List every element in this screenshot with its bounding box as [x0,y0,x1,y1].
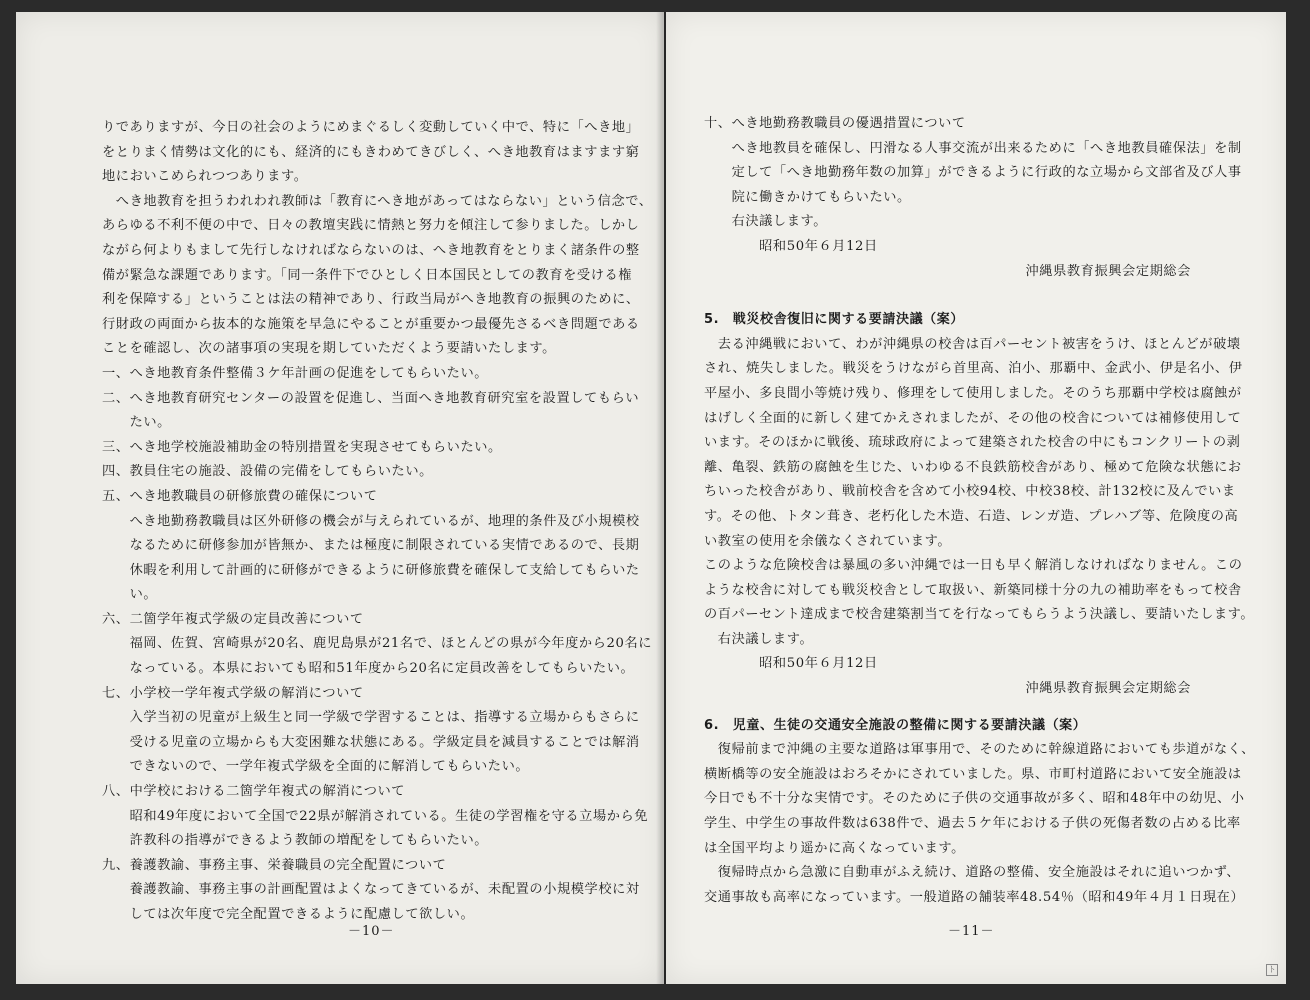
page-number-left: －10－ [348,924,395,939]
text-line: 九、養護教諭、事務主事、栄養職員の完全配置について [102,857,447,873]
corner-mark: ト [1268,965,1276,974]
section-6-body [704,738,1255,910]
text-line: 右決議します。 [704,214,828,230]
text-line: 八、中学校における二箇学年複式の解消について [102,784,406,800]
text-line: 昭和50年６月12日 [704,238,878,254]
section-10 [704,112,1255,260]
left-page [16,12,664,984]
text-line: なるために研修参加が皆無か、または極度に制限されている実情であるので、長期 [102,538,640,554]
text-line: 地においこめられつつあります。 [102,169,308,185]
text-line: 学生、中学生の事故件数は638件で、過去５ケ年における子供の死傷者数の占める比率 [704,816,1241,832]
text-line: 平屋小、多良間小等焼け残り、修理をして使用しました。そのうち那覇中学校は腐蝕が [704,385,1242,401]
text-line: 今日でも不十分な実情です。そのために子供の交通事故が多く、昭和48年中の幼児、小 [704,791,1245,807]
text-line: 許教科の指導ができるよう教師の増配をしてもらいたい。 [102,833,489,849]
text-line: います。そのほかに戦後、琉球政府によって建築された校舎の中にもコンクリートの剥 [704,435,1241,451]
text-line: たい。 [102,415,171,431]
text-line: す。その他、トタン葺き、老朽化した木造、石造、レンガ造、プレハブ等、危険度の高 [704,508,1239,524]
text-line: 受ける児童の立場からも大変困難な状態にある。学級定員を減員することでは解消 [102,734,640,750]
text-line: され、焼失しました。戦災をうけながら首里高、泊小、那覇中、金武小、伊是名小、伊 [704,361,1243,377]
text-line: しては次年度で完全配置できるように配慮して欲しい。 [102,907,475,922]
text-line: 七、小学校一学年複式学級の解消について [102,685,364,701]
text-line: 定して「へき地勤務年数の加算」ができるように行政的な立場から文部省及び人事 [704,165,1242,181]
text-line: は全国平均より遥かに高くなっています。 [704,840,965,856]
text-line: 入学当初の児童が上級生と同一学級で学習することは、指導する立場からもさらに [102,710,640,726]
text-line: りでありますが、今日の社会のようにめまぐるしく変動していく中で、特に「へき地」 [102,120,640,135]
text-line: い教室の使用を余儀なくされています。 [704,533,952,549]
text-line: なっている。本県においても昭和51年度から20名に定員改善をしてもらいたい。 [102,661,635,677]
text-line: 復帰時点から急激に自動車がふえ続け、道路の整備、安全施設はそれに追いつかず、 [704,865,1241,881]
text-line: 行財政の両面から抜本的な施策を早急にやることが重要かつ最優先さるべき問題である [102,316,640,332]
text-line: へき地勤務教職員は区外研修の機会が与えられているが、地理的条件及び小規模校 [102,513,640,529]
text-line: 離、亀裂、鉄筋の腐蝕を生じた、いわゆる不良鉄筋校舎があり、極めて危険な状態にお [704,459,1242,475]
text-line: ながら何よりもまして先行しなければならないのは、へき地教育をとりまく諸条件の整 [102,242,640,258]
text-line: へき地教育を担うわれわれ教師は「教育にへき地があってはならない」という信念で、 [102,193,653,209]
text-line: 復帰前まで沖縄の主要な道路は軍事用で、そのために幹線道路においても歩道がなく、 [704,742,1255,758]
text-line: このような危険校舎は暴風の多い沖縄では一日も早く解消しなければなりません。この [704,558,1243,574]
text-line: 昭和49年度において全国で22県が解消されている。生徒の学習権を守る立場から免 [102,808,649,824]
right-page [666,12,1286,984]
text-line: 五、へき地教職員の研修旅費の確保について [102,488,378,504]
text-line: 六、二箇学年複式学級の定員改善について [102,611,364,627]
signature-1: 沖縄県教育振興会定期総会 [1025,263,1191,279]
text-line: 昭和50年６月12日 [704,656,878,672]
section-6-heading: 6. 児童、生徒の交通安全施設の整備に関する要請決議（案） [704,717,1087,733]
text-line: の百パーセント達成まで校舎建築割当てを行なってもらうよう決議し、要請いたします。 [704,607,1255,623]
text-line: 右決議します。 [704,631,814,647]
text-line: 十、へき地勤務教職員の優遇措置について [704,116,966,131]
text-line: 養護教諭、事務主事の計画配置はよくなってきているが、未配置の小規模学校に対 [102,882,640,898]
text-line: 備が緊急な課題であります。「同一条件下でひとしく日本国民としての教育を受ける権 [102,267,633,283]
section-5-body [704,333,1255,677]
page-number-right: －11－ [948,924,995,939]
text-line: をとりまく情勢は文化的にも、経済的にもきわめてきびしく、へき地教育はますます窮 [102,144,640,160]
text-line: 院に働きかけてもらいたい。 [704,189,911,205]
text-line: 横断橋等の安全施設はおろそかにされていました。県、市町村道路において安全施設は [704,766,1242,782]
text-line: ことを確認し、次の諸事項の実現を期していただくよう要請いたします。 [102,341,556,357]
left-page-body [102,116,653,928]
right-page-body [704,112,1255,910]
text-line: はげしく全面的に新しく建てかえされましたが、その他の校舎については補修使用して [704,410,1242,426]
text-line: 交通事故も高率になっています。一般道路の舗装率48.54％（昭和49年４月１日現在） [704,889,1245,905]
text-line: 三、へき地学校施設補助金の特別措置を実現させてもらいたい。 [102,439,502,455]
text-line: ちいった校舎があり、戦前校舎を含めて小校94校、中校38校、計132校に及んでいま [704,484,1236,500]
text-line: 一、へき地教育条件整備３ケ年計画の促進をしてもらいたい。 [102,365,489,381]
text-line: 福岡、佐賀、宮崎県が20名、鹿児島県が21名で、ほとんどの県が今年度から20名に [102,636,653,652]
text-line: 二、へき地教育研究センターの設置を促進し、当面へき地教育研究室を設置してもらい [102,390,640,406]
text-line: い。 [102,587,158,603]
section-5-heading: 5. 戦災校舎復旧に関する要請決議（案） [704,312,964,328]
text-line: あらゆる不利不便の中で、日々の教壇実践に情熱と努力を傾注して参りました。しかし [102,218,640,234]
text-line: へき地教員を確保し、円滑なる人事交流が出来るために「へき地教員確保法」を制 [704,140,1242,156]
text-line: ような校舎に対しても戦災校舎として取扱い、新築同様十分の九の補助率をもって校舎 [704,582,1242,598]
text-line: 四、教員住宅の施設、設備の完備をしてもらいたい。 [102,464,433,480]
text-line: できないので、一学年複式学級を全面的に解消してもらいたい。 [102,759,530,775]
text-line: 利を保障する」ということは法の精神であり、行政当局がへき地教育の振興のために、 [102,292,640,308]
text-line: 休暇を利用して計画的に研修ができるように研修旅費を確保して支給してもらいた [102,562,640,578]
text-line: 去る沖縄戦において、わが沖縄県の校舎は百パーセント被害をうけ、ほとんどが破壊 [704,336,1241,352]
signature-2: 沖縄県教育振興会定期総会 [1025,681,1191,697]
